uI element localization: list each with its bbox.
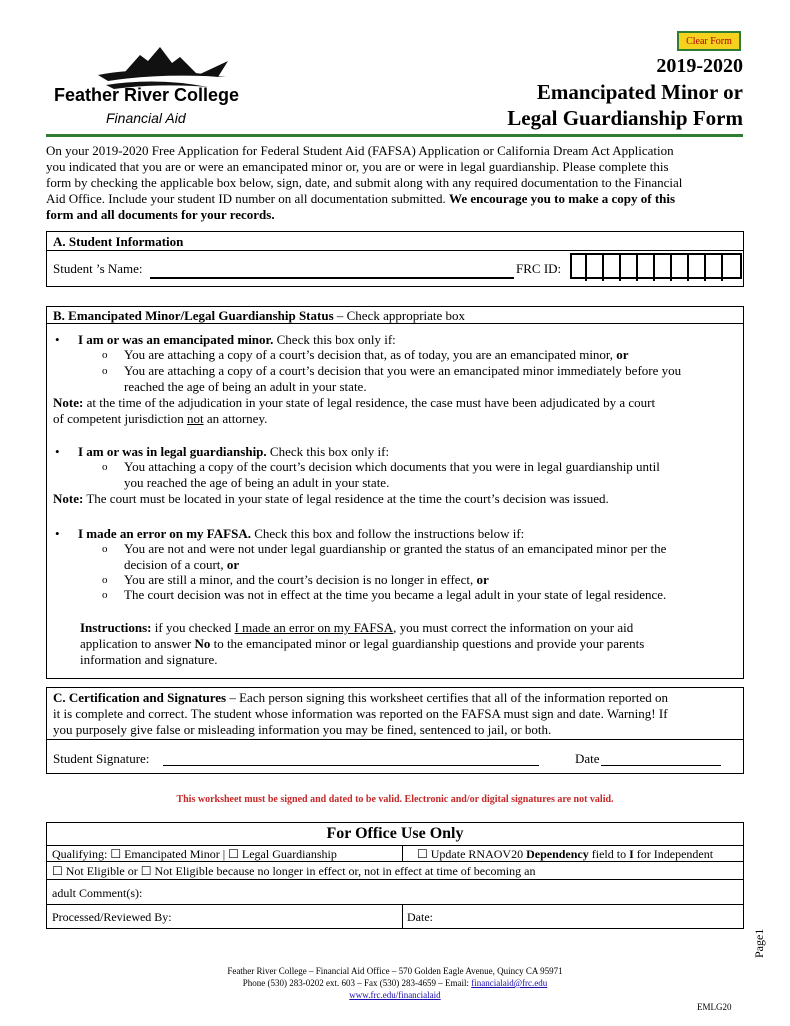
- list-item: You are still a minor, and the court’s decision is no longer in effect, or: [124, 572, 489, 587]
- form-code: EMLG20: [697, 1002, 732, 1012]
- college-logo: [48, 25, 248, 130]
- page-number: Page1: [752, 928, 766, 958]
- circle-bullet-icon: o: [102, 365, 108, 377]
- option-fafsa-error[interactable]: I made an error on my FAFSA. Check this box and follow the instructions below if:: [78, 526, 525, 541]
- frc-id-input[interactable]: [570, 253, 742, 279]
- intro-paragraph: On your 2019-2020 Free Application for Federal Student Aid (FAFSA) Application or California Dream Act Application you indicated that you are or were an emancipated minor or, you are or were in legal guardianship. Please complete this form by checking the applicable box below, sign, date, and submit along with any required documentation to the Financial Aid Office. Include your student ID number on all documentation submitted. We encourage you to make a copy of this form and all documents for your records.: [46, 143, 683, 222]
- student-name-input[interactable]: [150, 259, 514, 279]
- circle-bullet-icon: o: [102, 349, 108, 361]
- processed-by-label: Processed/Reviewed By:: [52, 910, 172, 924]
- date-label: Date: [575, 751, 600, 766]
- list-item: The court decision was not in effect at the time you became a legal adult in your state of legal residence.: [124, 587, 667, 602]
- form-year: 2019-2020: [656, 55, 743, 77]
- circle-bullet-icon: o: [102, 589, 108, 601]
- footer: Feather River College – Financial Aid Office – 570 Golden Eagle Avenue, Quincy CA 95971 Phone (530) 283-0202 ext. 603 – Fax (530) 283-4659 – Email: financialaid@frc.edu www.frc.edu/financialaid: [227, 966, 563, 1000]
- note-emancipated: Note: at the time of the adjudication in your state of legal residence, the case must have been adjudicated by a court of competent jurisdiction not an attorney.: [53, 395, 656, 426]
- department-name: Financial Aid: [106, 110, 186, 126]
- circle-bullet-icon: o: [102, 461, 108, 473]
- student-signature-label: Student Signature:: [53, 751, 150, 766]
- not-eligible-checkboxes[interactable]: ☐ Not Eligible or ☐ Not Eligible because no longer in effect or, not in effect at time of becoming an: [52, 864, 536, 878]
- instructions: Instructions: if you checked I made an error on my FAFSA, you must correct the information on your aid application to answer No to the emancipated minor or legal guardianship questions and provide your parents information and signature.: [80, 620, 645, 667]
- website-link[interactable]: www.frc.edu/financialaid: [349, 990, 441, 1000]
- list-item: You are not and were not under legal guardianship or granted the status of an emancipated minor per the decision of a court, or: [124, 541, 667, 572]
- option-legal-guardianship[interactable]: I am or was in legal guardianship. Check this box only if:: [78, 444, 390, 459]
- header-divider: [46, 134, 743, 137]
- office-use-title: For Office Use Only: [326, 825, 464, 842]
- email-link[interactable]: financialaid@frc.edu: [471, 978, 548, 988]
- note-guardianship: Note: The court must be located in your state of legal residence at the time the court’s decision was issued.: [53, 491, 609, 506]
- section-c-text: C. Certification and Signatures – Each person signing this worksheet certifies that all of the information reported on it is complete and correct. The student whose information was reported on the FAFSA must sign and date. Warning! If you purposely give false or misleading information you may be fined, sentenced to jail, or both.: [53, 690, 668, 737]
- option-emancipated-minor[interactable]: I am or was an emancipated minor. Check this box only if:: [78, 332, 396, 347]
- student-name-label: Student ’s Name:: [53, 261, 143, 276]
- section-a-title: A. Student Information: [53, 234, 184, 249]
- update-dependency-checkbox[interactable]: ☐ Update RNAOV20 Dependency field to I for Independent: [417, 847, 714, 861]
- comments-label: adult Comment(s):: [52, 886, 143, 900]
- frc-id-label: FRC ID:: [516, 261, 562, 276]
- circle-bullet-icon: o: [102, 543, 108, 555]
- list-item: You are attaching a copy of a court’s decision that you were an emancipated minor immediately before you reached the age of being an adult in your state.: [124, 363, 682, 394]
- bullet-icon: •: [55, 444, 60, 459]
- college-name: Feather River College: [54, 85, 240, 105]
- qualifying-checkboxes[interactable]: Qualifying: ☐ Emancipated Minor | ☐ Legal Guardianship: [52, 847, 337, 861]
- date-field[interactable]: [601, 765, 721, 766]
- circle-bullet-icon: o: [102, 574, 108, 586]
- section-b-title: B. Emancipated Minor/Legal Guardianship Status – Check appropriate box: [53, 308, 466, 323]
- list-item: You are attaching a copy of a court’s decision that, as of today, you are an emancipated minor, or: [124, 347, 629, 362]
- form-title-line2: Legal Guardianship Form: [507, 106, 743, 130]
- validity-warning: This worksheet must be signed and dated to be valid. Electronic and/or digital signatures are not valid.: [176, 794, 614, 805]
- form-title-line1: Emancipated Minor or: [536, 80, 743, 104]
- student-signature-field[interactable]: [163, 765, 539, 766]
- bullet-icon: •: [55, 526, 60, 541]
- office-date-label: Date:: [407, 910, 433, 924]
- bullet-icon: •: [55, 332, 60, 347]
- clear-form-button[interactable]: Clear Form: [677, 31, 741, 51]
- list-item: You attaching a copy of the court’s decision which documents that you were in legal guardianship until you reached the age of being an adult in your state.: [124, 459, 660, 490]
